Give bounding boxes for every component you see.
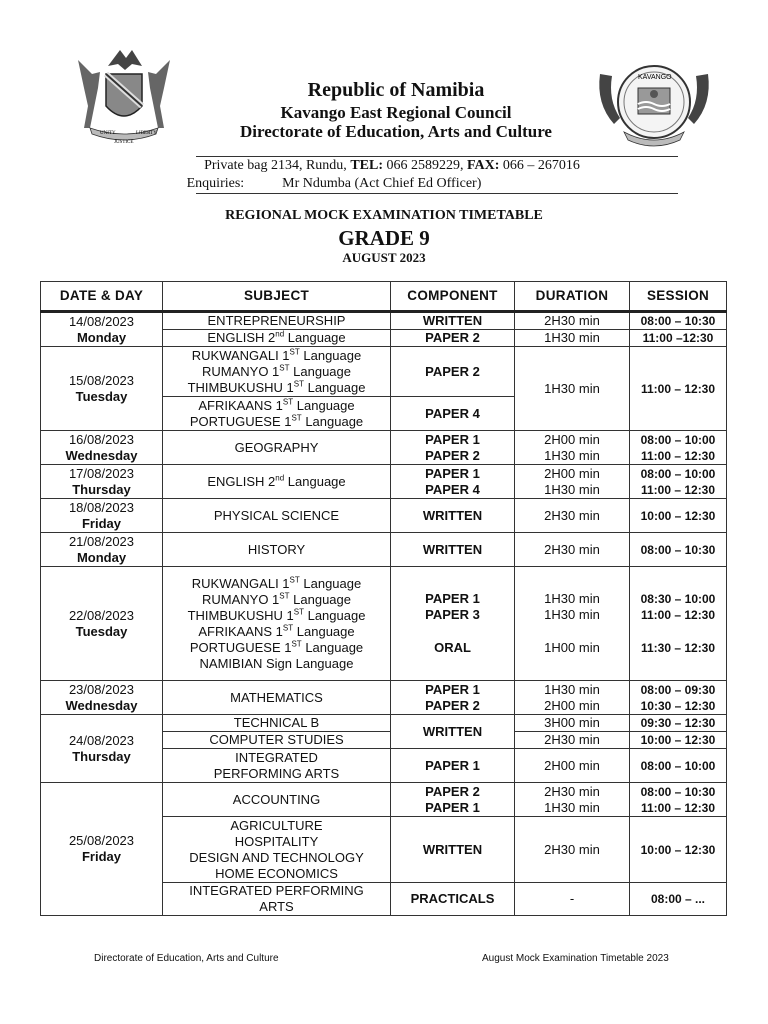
- duration-cell: 1H30 min 1H30 min 1H00 min: [515, 567, 630, 681]
- component-cell: WRITTEN: [391, 499, 515, 533]
- subject-cell: COMPUTER STUDIES: [163, 732, 391, 749]
- session-cell: 10:00 – 12:30: [630, 817, 727, 883]
- subject-cell: ENTREPRENEURSHIP: [163, 312, 391, 330]
- duration-cell: 2H00 min 1H30 min: [515, 465, 630, 499]
- session-cell: 08:00 – 10:30: [630, 533, 727, 567]
- crest-motto-right: LIBERTY: [136, 131, 157, 136]
- duration-cell: 3H00 min: [515, 715, 630, 732]
- session-cell: 08:00 – 10:00: [630, 749, 727, 783]
- date-cell: 24/08/2023 Thursday: [41, 715, 163, 783]
- column-header-session: SESSION: [630, 282, 727, 312]
- session-cell: 08:00 – 10:00 11:00 – 12:30: [630, 431, 727, 465]
- session-cell: 10:00 – 12:30: [630, 732, 727, 749]
- contact-address: Private bag 2134, Rundu, TEL: 066 2589229, FAX: 066 – 267016: [204, 158, 580, 173]
- component-cell: PAPER 2: [391, 347, 515, 397]
- duration-cell: 2H00 min: [515, 749, 630, 783]
- subject-cell: HISTORY: [163, 533, 391, 567]
- document-month: AUGUST 2023: [342, 250, 426, 265]
- session-cell: 08:30 – 10:00 11:00 – 12:30 11:30 – 12:30: [630, 567, 727, 681]
- session-cell: 11:00 – 12:30: [630, 347, 727, 431]
- column-header-subject: SUBJECT: [163, 282, 391, 312]
- component-cell: PRACTICALS: [391, 883, 515, 916]
- date-cell: 25/08/2023 Friday: [41, 783, 163, 916]
- duration-cell: 2H30 min: [515, 499, 630, 533]
- component-cell: WRITTEN: [391, 715, 515, 749]
- duration-cell: 2H30 min: [515, 533, 630, 567]
- component-cell: PAPER 1 PAPER 2: [391, 431, 515, 465]
- subject-cell: INTEGRATED PERFORMING ARTS: [163, 883, 391, 916]
- session-cell: 08:00 – 10:30 11:00 – 12:30: [630, 783, 727, 817]
- component-cell: PAPER 1 PAPER 4: [391, 465, 515, 499]
- component-cell: PAPER 2: [391, 330, 515, 347]
- duration-cell: 2H30 min: [515, 817, 630, 883]
- component-cell: PAPER 4: [391, 397, 515, 431]
- crest-motto-left: UNITY: [100, 131, 116, 136]
- component-cell: PAPER 1: [391, 749, 515, 783]
- footer-right: August Mock Examination Timetable 2023: [482, 953, 669, 964]
- duration-cell: 1H30 min: [515, 347, 630, 431]
- date-cell: 15/08/2023 Tuesday: [41, 347, 163, 431]
- date-cell: 14/08/2023 Monday: [41, 312, 163, 347]
- component-cell: PAPER 1 PAPER 3 ORAL: [391, 567, 515, 681]
- subject-cell: MATHEMATICS: [163, 681, 391, 715]
- subject-cell: AFRIKAANS 1ST Language PORTUGUESE 1ST Language: [163, 397, 391, 431]
- session-cell: 09:30 – 12:30: [630, 715, 727, 732]
- date-cell: 17/08/2023 Thursday: [41, 465, 163, 499]
- contact-enquiries: Enquiries: Mr Ndumba (Act Chief Ed Officer): [186, 176, 482, 191]
- table-row: [41, 431, 727, 465]
- column-header-date: DATE & DAY: [41, 282, 163, 312]
- header-council: Kavango East Regional Council: [280, 103, 512, 122]
- session-cell: 08:00 – 09:30 10:30 – 12:30: [630, 681, 727, 715]
- table-row: [41, 465, 727, 499]
- header-rule-bottom: [196, 193, 678, 194]
- table-row: [41, 533, 727, 567]
- duration-cell: 1H30 min: [515, 330, 630, 347]
- component-cell: PAPER 1 PAPER 2: [391, 681, 515, 715]
- subject-cell: RUKWANGALI 1ST Language RUMANYO 1ST Language THIMBUKUSHU 1ST Language AFRIKAANS 1ST Language PORTUGUESE 1ST Language NAMIBIAN Sign Language: [163, 567, 391, 681]
- table-row: [41, 715, 727, 732]
- document-grade: GRADE 9: [338, 226, 430, 250]
- duration-cell: 2H30 min 1H30 min: [515, 783, 630, 817]
- table-row: [41, 783, 727, 817]
- subject-cell: ENGLISH 2nd Language: [163, 330, 391, 347]
- date-cell: 22/08/2023 Tuesday: [41, 567, 163, 681]
- duration-cell: 2H30 min: [515, 312, 630, 330]
- session-cell: 08:00 – ...: [630, 883, 727, 916]
- table-row: [41, 312, 727, 330]
- header-rule-top: [196, 156, 678, 157]
- session-cell: 08:00 – 10:30: [630, 312, 727, 330]
- subject-cell: INTEGRATED PERFORMING ARTS: [163, 749, 391, 783]
- subject-cell: GEOGRAPHY: [163, 431, 391, 465]
- component-cell: PAPER 2 PAPER 1: [391, 783, 515, 817]
- component-cell: WRITTEN: [391, 817, 515, 883]
- date-cell: 16/08/2023 Wednesday: [41, 431, 163, 465]
- header-title: Republic of Namibia: [307, 79, 485, 101]
- subject-cell: ACCOUNTING: [163, 783, 391, 817]
- subject-cell: PHYSICAL SCIENCE: [163, 499, 391, 533]
- date-cell: 23/08/2023 Wednesday: [41, 681, 163, 715]
- column-header-component: COMPONENT: [391, 282, 515, 312]
- duration-cell: 2H30 min: [515, 732, 630, 749]
- component-cell: WRITTEN: [391, 312, 515, 330]
- component-cell: WRITTEN: [391, 533, 515, 567]
- session-cell: 10:00 – 12:30: [630, 499, 727, 533]
- emblem-text: KAVANGO: [638, 74, 672, 81]
- date-cell: 18/08/2023 Friday: [41, 499, 163, 533]
- subject-cell: RUKWANGALI 1ST Language RUMANYO 1ST Language THIMBUKUSHU 1ST Language: [163, 347, 391, 397]
- footer-left: Directorate of Education, Arts and Culture: [94, 953, 279, 964]
- document-heading: REGIONAL MOCK EXAMINATION TIMETABLE: [225, 208, 543, 223]
- subject-cell: AGRICULTURE HOSPITALITY DESIGN AND TECHNOLOGY HOME ECONOMICS: [163, 817, 391, 883]
- table-row: [41, 681, 727, 715]
- subject-cell: ENGLISH 2nd Language: [163, 465, 391, 499]
- header-directorate: Directorate of Education, Arts and Culture: [240, 122, 552, 141]
- table-row: [41, 499, 727, 533]
- subject-cell: TECHNICAL B: [163, 715, 391, 732]
- crest-motto-bottom: JUSTICE: [114, 140, 134, 145]
- table-row: [41, 347, 727, 397]
- table-header-row: [41, 282, 727, 312]
- column-header-duration: DURATION: [515, 282, 630, 312]
- date-cell: 21/08/2023 Monday: [41, 533, 163, 567]
- session-cell: 11:00 –12:30: [630, 330, 727, 347]
- duration-cell: 2H00 min 1H30 min: [515, 431, 630, 465]
- session-cell: 08:00 – 10:00 11:00 – 12:30: [630, 465, 727, 499]
- duration-cell: -: [515, 883, 630, 916]
- exam-timetable: [40, 281, 727, 916]
- duration-cell: 1H30 min 2H00 min: [515, 681, 630, 715]
- table-row: [41, 567, 727, 681]
